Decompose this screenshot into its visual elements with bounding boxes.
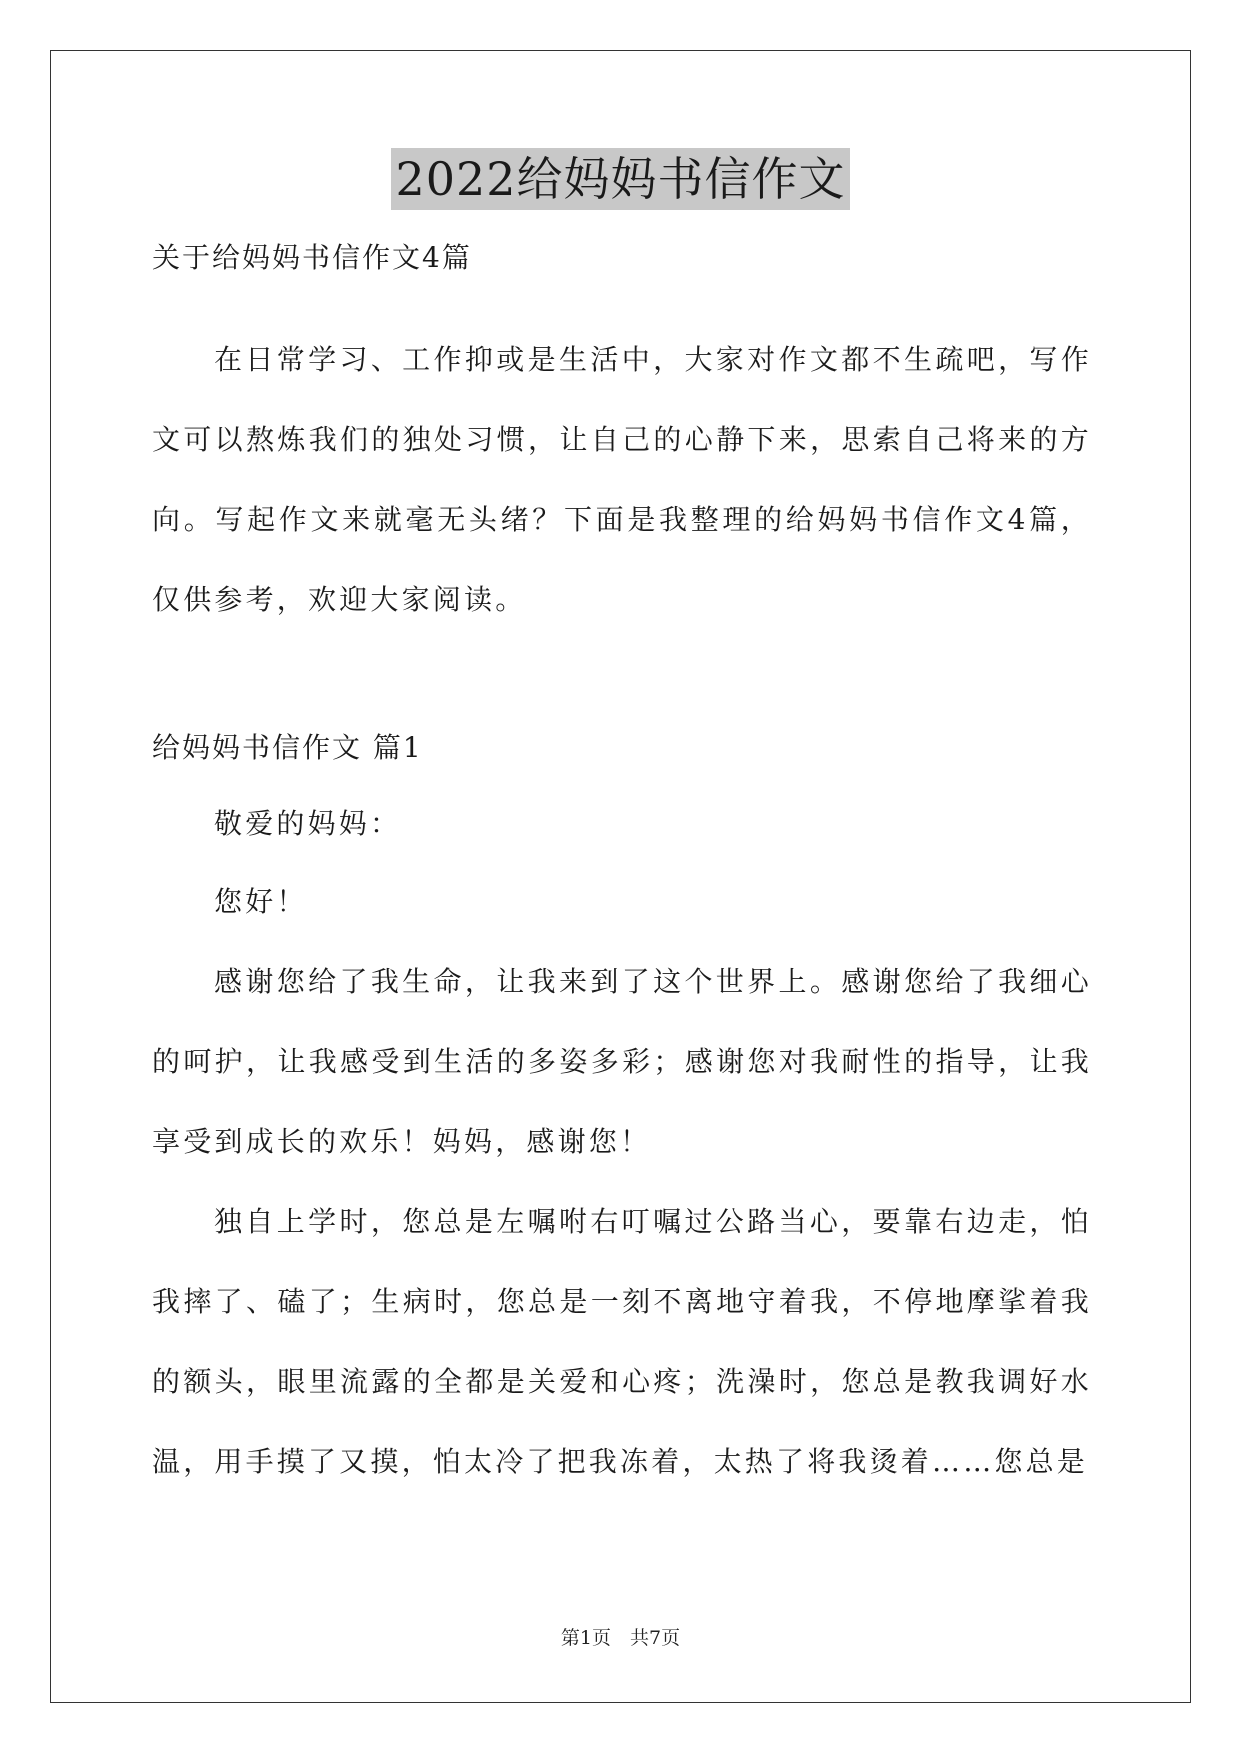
salutation: 敬爱的妈妈： — [214, 807, 402, 840]
intro-heading: 关于给妈妈书信作文4篇 — [152, 241, 472, 274]
intro-paragraph: 在日常学习、工作抑或是生活中，大家对作文都不生疏吧，写作文可以熬炼我们的独处习惯，让自己的心静下来，思索自己将来的方向。写起作文来就毫无头绪？下面是我整理的给妈妈书信作文4篇，仅供参考，欢迎大家阅读。 — [152, 343, 1092, 616]
letter-paragraph-1: 感谢您给了我生命，让我来到了这个世界上。感谢您给了我细心的呵护，让我感受到生活的多姿多彩；感谢您对我耐性的指导，让我享受到成长的欢乐！妈妈，感谢您！ — [152, 965, 1092, 1158]
letter-paragraph-2: 独自上学时，您总是左嘱咐右叮嘱过公路当心，要靠右边走，怕我摔了、磕了；生病时，您总是一刻不离地守着我，不停地摩挲着我的额头，眼里流露的全都是关爱和心疼；洗澡时，您总是教我调好水温，用手摸了又摸，怕太冷了把我冻着，太热了将我烫着……您总是 — [152, 1205, 1092, 1478]
page-number-footer: 第1页 共7页 — [560, 1627, 681, 1649]
greeting: 您好！ — [214, 885, 308, 918]
document-body — [152, 238, 1092, 1502]
section-heading: 给妈妈书信作文 篇1 — [152, 731, 423, 764]
document-title: 2022给妈妈书信作文 — [391, 148, 849, 210]
title-container — [0, 148, 1241, 210]
